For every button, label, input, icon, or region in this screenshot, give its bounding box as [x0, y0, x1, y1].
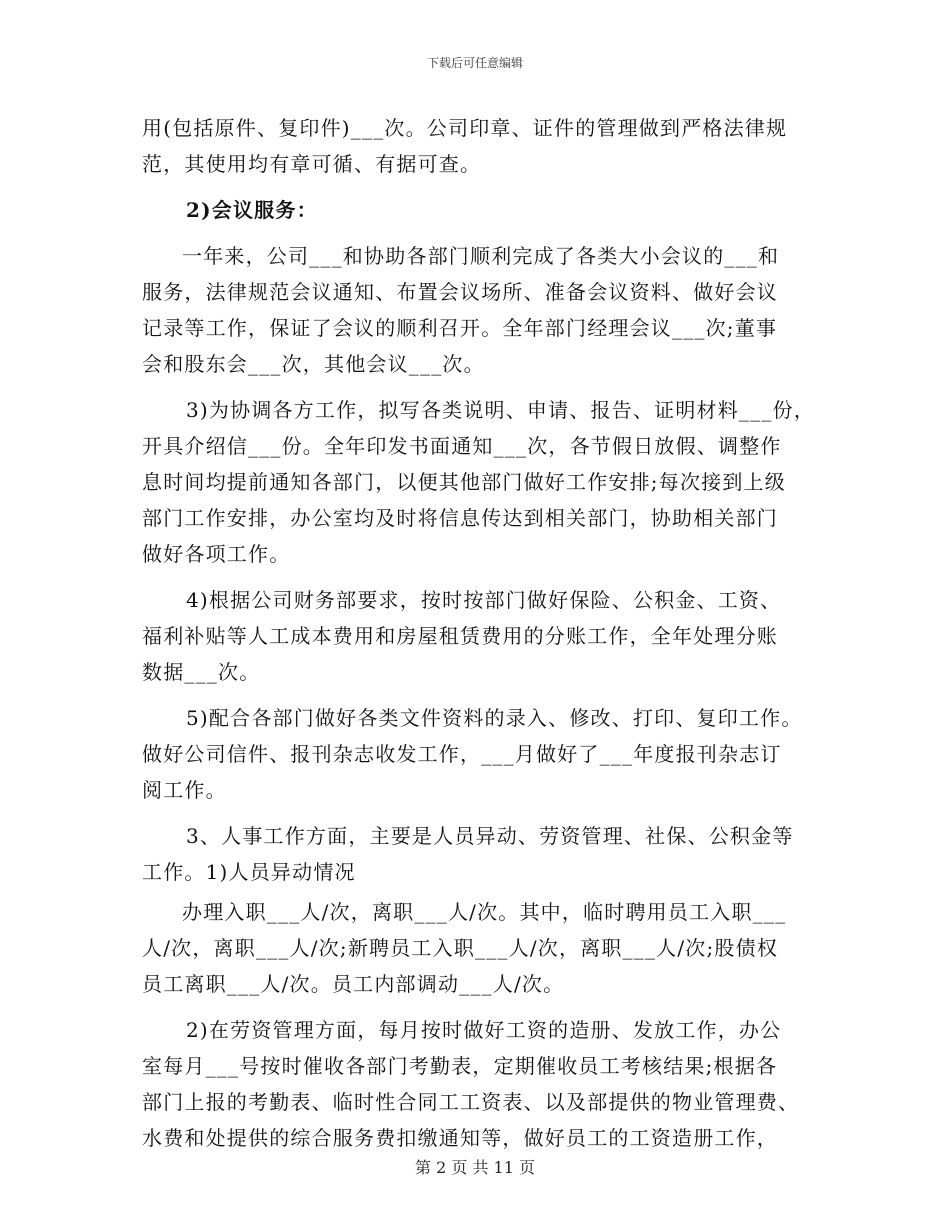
paragraph-line: 部门工作安排，办公室均及时将信息传达到相关部门，协助相关部门: [142, 506, 778, 530]
paragraph-line: 3)为协调各方工作，拟写各类说明、申请、报告、证明材料___份，: [186, 398, 815, 422]
paragraph-line: 服务，法律规范会议通知、布置会议场所、准备会议资料、做好会议: [142, 280, 778, 304]
paragraph-line: 5)配合各部门做好各类文件资料的录入、修改、打印、复印工作。: [186, 706, 803, 730]
paragraph-line: 一年来，公司___和协助各部门顺利完成了各类大小会议的___和: [182, 244, 780, 268]
paragraph-line: 员工离职___人/次。员工内部调动___人/次。: [142, 972, 565, 996]
paragraph-line: 室每月___号按时催收各部门考勤表，定期催收员工考核结果;根据各: [142, 1054, 778, 1078]
paragraph-line: 数据___次。: [142, 660, 261, 684]
paragraph-line: 用(包括原件、复印件)___次。公司印章、证件的管理做到严格法律规: [142, 116, 788, 140]
paragraph-line: 会和股东会___次，其他会议___次。: [142, 352, 485, 376]
paragraph-line: 福利补贴等人工成本费用和房屋租赁费用的分账工作，全年处理分账: [142, 624, 778, 648]
paragraph-line: 工作。1)人员异动情况: [142, 860, 356, 884]
paragraph-line: 4)根据公司财务部要求，按时按部门做好保险、公积金、工资、: [186, 588, 782, 612]
paragraph-line: 水费和处提供的综合服务费扣缴通知等，做好员工的工资造册工作，: [142, 1126, 778, 1150]
paragraph-line: 3、人事工作方面，主要是人员异动、劳资管理、社保、公积金等: [186, 824, 794, 848]
paragraph-line: 做好各项工作。: [142, 542, 291, 566]
paragraph-line: 2)在劳资管理方面，每月按时做好工资的造册、发放工作，办公: [186, 1018, 782, 1042]
paragraph-line: 范，其使用均有章可循、有据可查。: [142, 152, 482, 176]
paragraph-line: 阅工作。: [142, 778, 227, 802]
paragraph-line: 开具介绍信___份。全年印发书面通知___次，各节假日放假、调整作: [142, 434, 782, 458]
document-body: [142, 110, 822, 1156]
page-header-note: 下载后可任意编辑: [426, 56, 523, 70]
page-number-footer: 第 2 页 共 11 页: [415, 1158, 535, 1177]
paragraph-line: 办理入职___人/次，离职___人/次。其中，临时聘用员工入职___: [182, 900, 787, 924]
paragraph-line: 做好公司信件、报刊杂志收发工作，___月做好了___年度报刊杂志订: [142, 742, 782, 766]
section-heading: 2)会议服务：: [186, 198, 318, 222]
paragraph-line: 记录等工作，保证了会议的顺利召开。全年部门经理会议___次;董事: [142, 316, 778, 340]
paragraph-line: 部门上报的考勤表、临时性合同工工资表、以及部提供的物业管理费、: [142, 1090, 800, 1114]
paragraph-line: 息时间均提前通知各部门，以便其他部门做好工作安排;每次接到上级: [142, 470, 786, 494]
paragraph-line: 人/次，离职___人/次;新聘员工入职___人/次，离职___人/次;股债权: [142, 936, 779, 960]
